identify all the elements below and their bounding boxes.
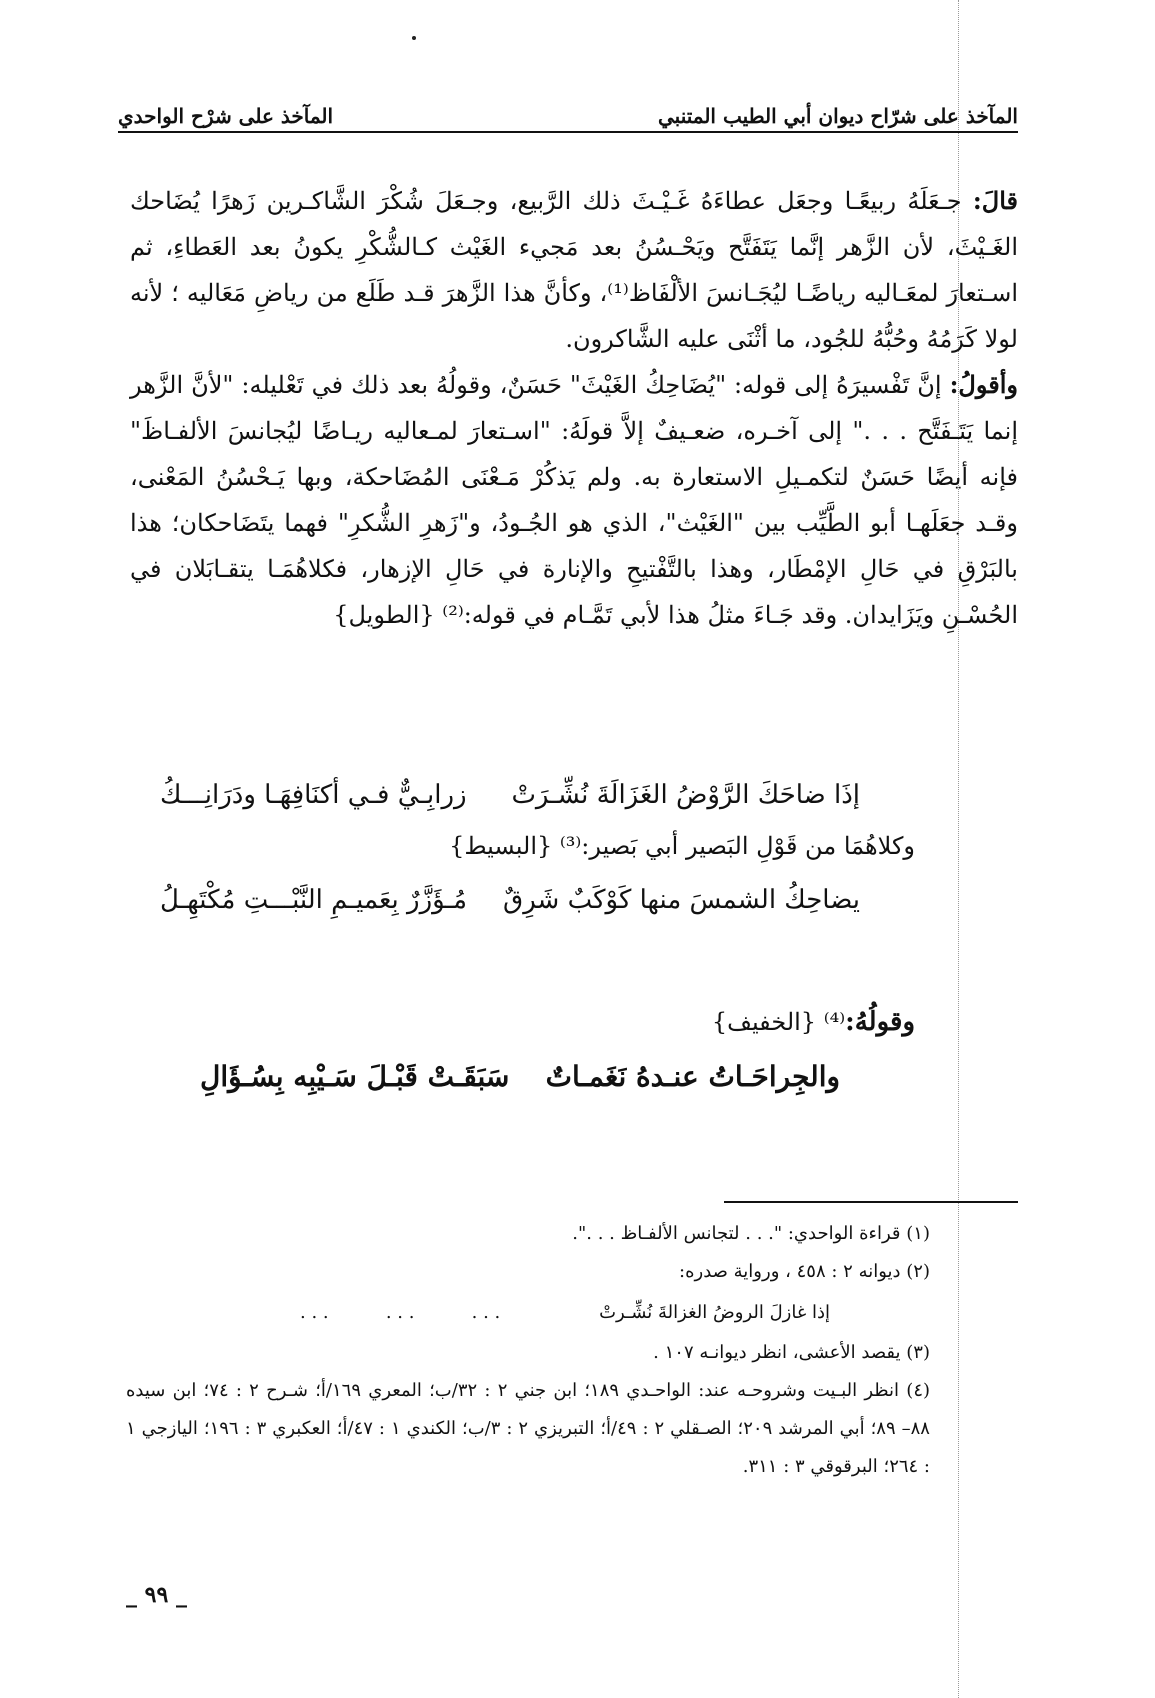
paragraph-lead: وأقولُ:: [949, 370, 1018, 399]
intro-line: وقولُهُ:⁽⁴⁾ {الخفيف}: [711, 1007, 915, 1037]
main-text: [130, 178, 1018, 638]
verse-hemistich-first: والجِراحَـاتُ عنـدهُ نَغَمـاتٌ: [545, 1060, 840, 1093]
page-number: _ ٩٩ _: [126, 1582, 187, 1608]
paragraph-text: إنَّ تَفْسيرَهُ إلى قوله: "يُضَاحِكُ الغَيْثَ" حَسَنٌ، وقولُهُ بعد ذلك في تَعْليله: "لأنَّ الزَّهر إنما يَتَـفَتَّح . . ." إلى آخـره، ضعـيفٌ إلاَّ قولَهُ: "اسـتعارَ لمـعاليه ريـاضًا ليُجانسَ الألفـاظَ" فإنه أيضًا حَسَنٌ لتكمـيلِ الاستعارة به. ولم يَذكُرْ مَـعْنَى المُضَاحكة، وبها يَـحْسُنُ المَعْنى، وقـد جعَلَهـا أبو الطَّيِّب بين "الغَيْث"، الذي هو الجُـودُ، و"زَهرِ الشُّكرِ" فهما يتَضَاحكان؛ هذا بالبَرْقِ في حَالِ الإمْطَار، وهذا بالتَّفْتيحِ والإنارة في حَالِ الإزهار، فكلاهُمَـا يتقـابَلان في الحُسْـنِ ويَزَايدان. وقد جَـاءَ مثلُ هذا لأبي تَمَّـام في قوله:⁽²⁾ {الطويل}: [130, 371, 1018, 629]
verse-3: [200, 1060, 840, 1093]
header-rule: [118, 131, 1018, 133]
verse-hemistich-second: زرابِـيٌّ فـي أكنَافِهَـا ودَرَانِـــكُ: [160, 780, 467, 810]
verse-2: [160, 885, 860, 915]
footnote-rule: [724, 1201, 1018, 1203]
verse-hemistich-first: يضاحِكُ الشمسَ منها كَوْكَبٌ شَرِقٌ: [503, 885, 860, 915]
verse-hemistich-first: إذَا ضاحَكَ الرَّوْضُ الغَزَالَةَ نُشِّـرَتْ: [511, 780, 860, 810]
footnote-4: (٤) انظر البـيت وشروحـه عند: الواحـدي ١٨٩؛ ابن جني ٢ : ٣٢/ب؛ المعري ١٦٩/أ؛ شـرح ٢ : ٧٤؛ ابن سيده ٨٨– ٨٩؛ أبي المرشد ٢٠٩؛ الصـقلي ٢ : ٤٩/أ؛ التبريزي ٢ : ٣/ب؛ الكندي ١ : ٤٧/أ؛ العكبري ٣ : ١٩٦؛ اليازجي ١ : ٢٦٤؛ البرقوقي ٣ : ٣١١.: [126, 1380, 931, 1477]
footnote-verse-ellipsis: . . . . . . . . .: [300, 1302, 501, 1323]
intro-line: وكلاهُمَا من قَوْلِ البَصير أبي بَصير:⁽³⁾ {البسيط}: [449, 832, 915, 860]
scan-speck: [412, 36, 416, 40]
verse-1: [160, 780, 860, 810]
verse-hemistich-second: سَبَقَـتْ قَبْـلَ سَـيْبِه بِسُـؤَالِ: [200, 1060, 510, 1093]
footnote-2-verse: [300, 1294, 830, 1332]
verse-hemistich-second: مُـؤَزَّرٌ بِعَميـمِ النَّبْـــتِ مُكْتَهِـلُ: [160, 885, 468, 915]
paragraph-qala: [130, 178, 1018, 362]
paragraph-lead: قالَ:: [972, 186, 1018, 215]
running-header: [118, 88, 1018, 128]
footnote-1: (١) قراءة الواحدي: ". . . لتجانس الألفـاظ . . .".: [572, 1223, 930, 1244]
header-book-title: المآخذ على شرّاح ديوان أبي الطيب المتنبي: [658, 104, 1018, 128]
header-section-title: المآخذ على شرْح الواحدي: [118, 104, 334, 128]
footnote-3: (٣) يقصد الأعشى، انظر ديوانـه ١٠٧ .: [653, 1342, 930, 1363]
paragraph-aqulu: [130, 362, 1018, 638]
footnote-2: (٢) ديوانه ٢ : ٤٥٨ ، ورواية صدره:: [679, 1261, 930, 1282]
footnote-verse-text: إذا غازلَ الروضُ الغزالةَ نُشِّـرتْ: [599, 1302, 830, 1323]
paragraph-text: جـعَلَهُ ربيعًـا وجعَل عطاءَهُ غَـيْـثَ ذلك الرَّبيع، وجـعَلَ شُكْرَ الشَّاكـرين زَهرًا يُضَاحك الغَـيْثَ، لأن الزَّهر إنَّما يَتَفَتَّح ويَحْـسُنُ بعد مَجيء الغَيْث كـالشُّكْرِ يكونُ بعد العَطاءِ، ثم اسـتعارَ لمعَـاليه رياضًـا ليُجَـانسَ الألْفَاظ⁽¹⁾، وكأنَّ هذا الزَّهرَ قـد طَلَع من رياضِ مَعَاليه ؛ لأنه لولا كَرَمُهُ وحُبُّهُ للجُود، ما أثْنَى عليه الشَّاكرون.: [130, 187, 1019, 353]
